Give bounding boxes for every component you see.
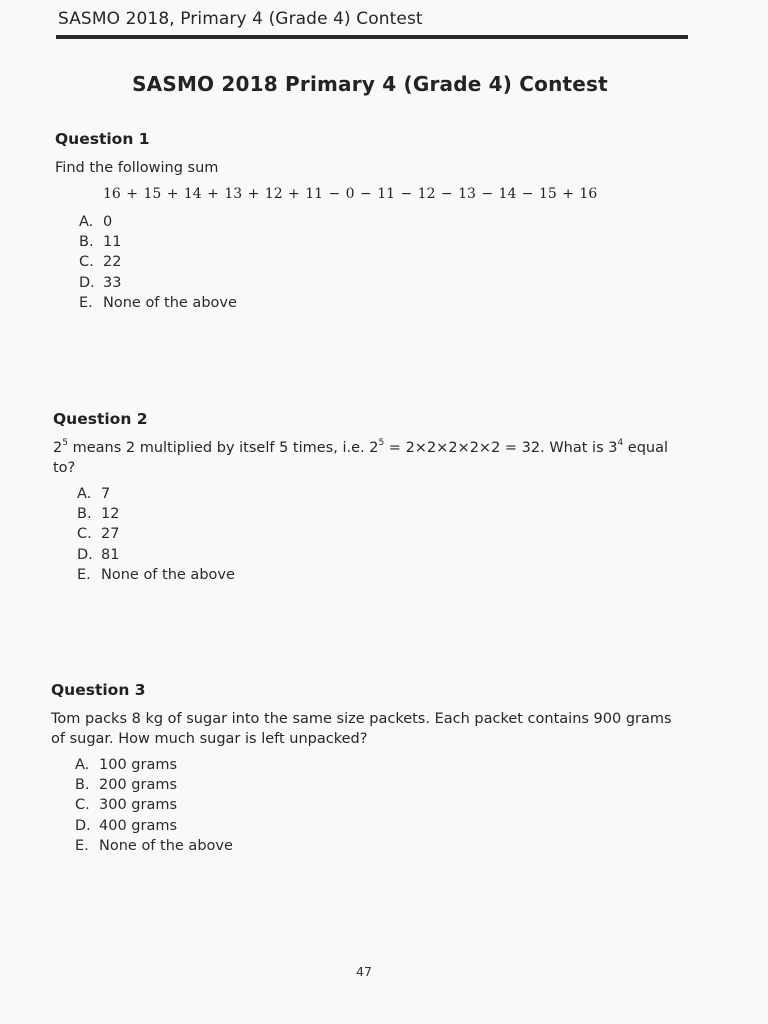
question-1-options [79, 212, 695, 313]
question-3-option-d [75, 816, 681, 836]
option-letter: D. [75, 817, 91, 834]
question-1-expression: 16 + 15 + 14 + 13 + 12 + 11 − 0 − 11 − 12 − 13 − 14 − 15 + 16 [103, 186, 598, 202]
question-1-option-d [79, 273, 695, 293]
option-letter: A. [79, 214, 94, 230]
page-title: SASMO 2018 Primary 4 (Grade 4) Contest [132, 72, 608, 96]
option-text: None of the above [99, 837, 233, 854]
q2-base-3: 3 [608, 440, 618, 456]
question-2-options [77, 484, 693, 585]
option-text: 400 grams [99, 817, 178, 834]
option-letter: B. [79, 234, 94, 251]
option-letter: A. [75, 757, 90, 773]
question-3-option-e [75, 836, 681, 856]
q2-text-part-1: means 2 multiplied by itself 5 times, i.e. [67, 440, 370, 456]
question-1-option-b [79, 232, 695, 252]
option-text: None of the above [101, 566, 235, 583]
option-text: 22 [103, 254, 122, 271]
option-letter: A. [77, 486, 92, 502]
question-3-heading: Question 3 [51, 681, 146, 699]
question-3-option-a [75, 755, 681, 775]
option-letter: E. [75, 837, 89, 854]
option-letter: C. [75, 797, 90, 814]
question-3-option-c [75, 795, 681, 815]
option-text: 11 [103, 234, 122, 251]
q2-exponent-2: 5 [378, 438, 385, 449]
option-letter: D. [79, 274, 95, 291]
option-text: 100 grams [99, 757, 178, 773]
option-letter: B. [75, 777, 90, 794]
question-1-heading: Question 1 [55, 130, 150, 148]
question-1-text: Find the following sum [55, 160, 219, 176]
question-3-options [75, 755, 681, 856]
question-3-option-b [75, 775, 681, 795]
question-3-text: Tom packs 8 kg of sugar into the same size packets. Each packet contains 900 grams of sugar. How much sugar is left unpacked? [51, 711, 672, 747]
running-header: SASMO 2018, Primary 4 (Grade 4) Contest [58, 9, 423, 29]
option-text: 7 [101, 486, 111, 502]
option-text: 0 [103, 214, 113, 230]
question-1 [55, 130, 695, 313]
header-rule [56, 35, 688, 39]
question-2-option-d [77, 545, 693, 565]
question-2-option-c [77, 524, 693, 544]
option-letter: C. [77, 526, 92, 543]
option-letter: C. [79, 254, 94, 271]
question-1-option-a [79, 212, 695, 232]
question-2-text [53, 438, 693, 478]
option-text: 33 [103, 274, 122, 291]
option-text: 27 [101, 526, 120, 543]
option-text: 81 [101, 546, 120, 563]
q2-text-part-2: = 2×2×2×2×2 = 32. What is [384, 440, 609, 456]
q2-exponent-3: 4 [617, 438, 624, 449]
question-2 [53, 410, 693, 585]
option-text: 12 [101, 506, 120, 523]
question-2-heading: Question 2 [53, 410, 148, 428]
option-letter: D. [77, 546, 93, 563]
option-text: None of the above [103, 294, 237, 311]
page-number: 47 [356, 964, 372, 979]
option-letter: E. [79, 294, 93, 311]
q2-base-1: 2 [53, 440, 63, 456]
question-1-option-e [79, 293, 695, 313]
q2-exponent-1: 5 [62, 438, 68, 449]
question-2-option-b [77, 504, 693, 524]
question-2-option-a [77, 484, 693, 504]
option-text: 200 grams [99, 777, 178, 794]
q2-base-2: 2 [369, 440, 379, 456]
question-1-option-c [79, 252, 695, 272]
q2-text-part-3: equal to? [53, 440, 669, 476]
question-2-option-e [77, 565, 693, 585]
option-text: 300 grams [99, 797, 178, 814]
option-letter: E. [77, 566, 91, 583]
question-3 [51, 681, 681, 856]
option-letter: B. [77, 506, 92, 523]
